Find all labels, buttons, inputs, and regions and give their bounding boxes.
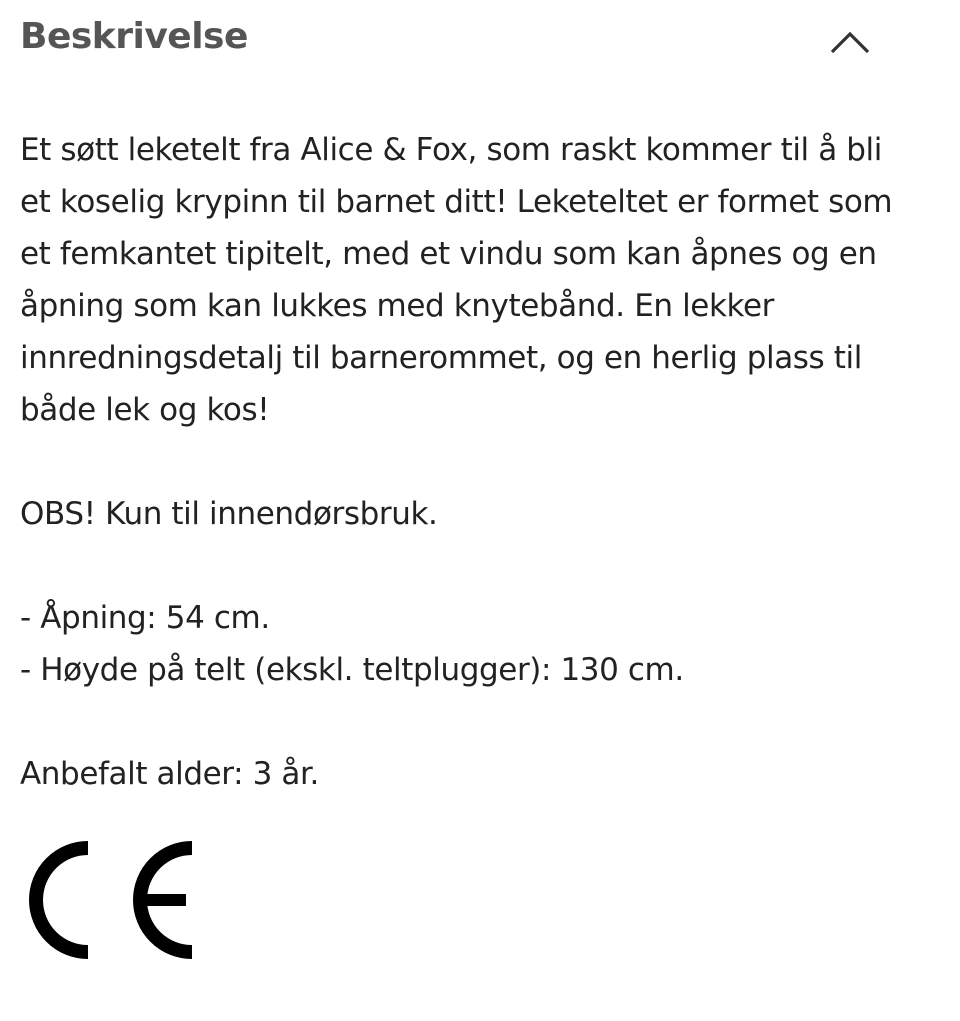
description-accordion-header[interactable] — [20, 10, 920, 70]
age-recommendation: Anbefalt alder: 3 år. — [20, 756, 319, 792]
chevron-up-icon[interactable] — [826, 18, 874, 66]
intro-paragraph: Et søtt leketelt fra Alice & Fox, som raskt kommer til å bli et koselig krypinn til barnet ditt! Leketeltet er formet som et femkantet tipitelt, med et vindu som kan åpnes og en åpning som kan lukkes med knytebånd. En lekker innredningsdetalj til barnerommet, og en herlig plass til både lek og kos! — [20, 132, 893, 428]
description-title: Beskrivelse — [20, 16, 248, 57]
spec-item-opening: - Åpning: 54 cm. — [20, 600, 270, 636]
notice-paragraph: OBS! Kun til innendørsbruk. — [20, 496, 438, 532]
description-body — [20, 124, 930, 800]
spec-item-height: - Høyde på telt (ekskl. teltplugger): 130 cm. — [20, 652, 684, 688]
ce-mark-icon — [26, 840, 198, 960]
